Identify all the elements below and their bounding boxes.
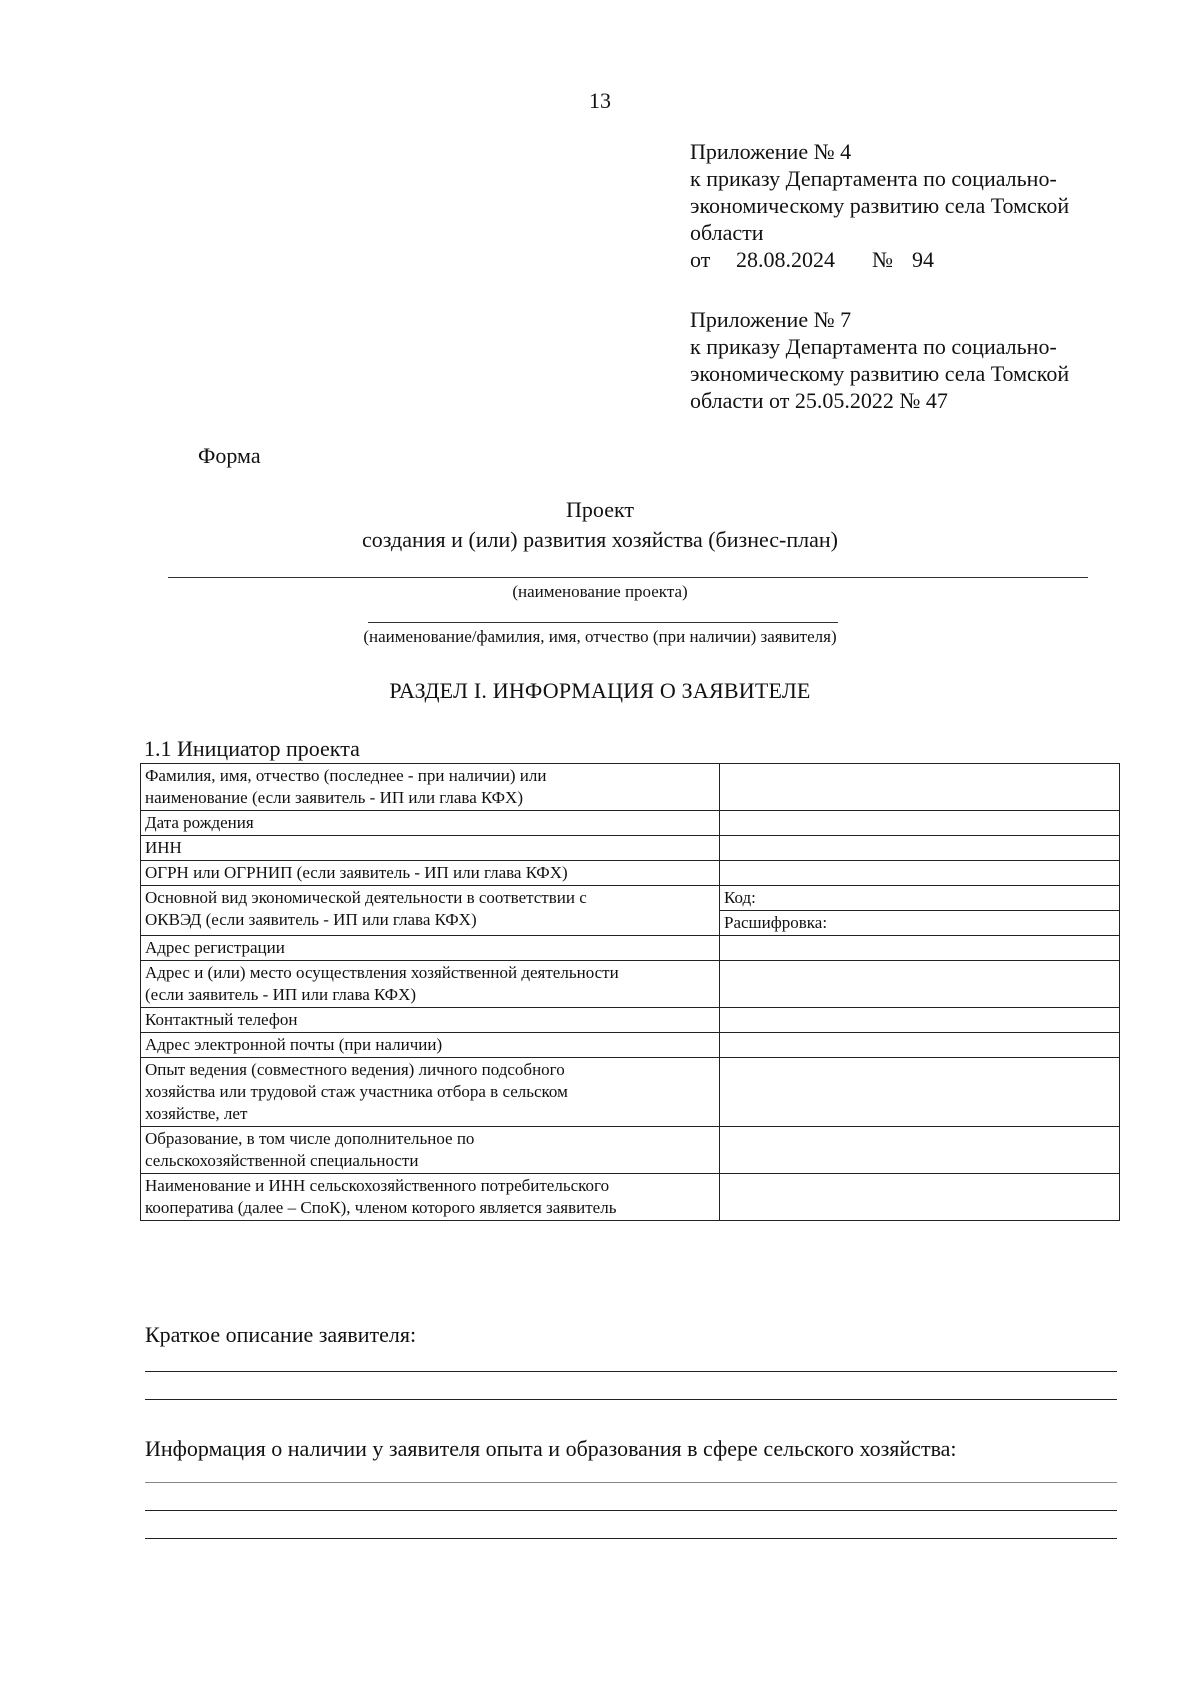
table-row [141,836,1120,861]
table-cell-label [141,1008,720,1033]
table-row [141,1058,1120,1127]
page-number: 13 [589,88,611,113]
table-cell-label [141,836,720,861]
project-name-line [168,577,1088,578]
experience-label: Информация о наличии у заявителя опыта и образования в сфере сельского хозяйства: [145,1436,957,1461]
appendix-4-line1: к приказу Департамента по социально- [690,166,1057,191]
order-date: 28.08.2024 [736,247,835,272]
experience-line-3[interactable] [145,1538,1117,1539]
applicant-name-caption: (наименование/фамилия, имя, отчество (при наличии) заявителя) [363,627,837,646]
cell-text: Образование, в том числе дополнительное по [145,1129,475,1148]
cell-text: Адрес регистрации [145,938,285,957]
brief-description-line-2[interactable] [145,1399,1117,1400]
cell-text: ИНН [145,838,182,857]
table-cell-value[interactable] [720,1058,1120,1127]
table-cell-label [141,1174,720,1221]
cell-text: ОГРН или ОГРНИП (если заявитель - ИП или глава КФХ) [145,863,568,882]
table-cell-value[interactable] [720,764,1120,811]
table-row [141,961,1120,1008]
okved-code-cell[interactable] [720,886,1120,911]
order-number: 94 [912,247,934,272]
cell-text: Адрес электронной почты (при наличии) [145,1035,443,1054]
project-name-caption: (наименование проекта) [512,582,688,601]
appendix-7-block [690,306,1130,414]
title-line1: Проект [566,497,634,522]
table-row [141,1033,1120,1058]
cell-text: наименование (если заявитель - ИП или глава КФХ) [145,788,523,807]
table-cell-value[interactable] [720,836,1120,861]
cell-text: ОКВЭД (если заявитель - ИП или глава КФХ) [145,910,477,929]
section-heading: РАЗДЕЛ I. ИНФОРМАЦИЯ О ЗАЯВИТЕЛЕ [389,678,811,703]
table-row [141,936,1120,961]
table-cell-label [141,936,720,961]
appendix-7-title: Приложение № 7 [690,307,852,332]
table-cell-label [141,764,720,811]
brief-description-label: Краткое описание заявителя: [145,1322,417,1347]
order-from-label: от [690,247,711,272]
table-row [141,861,1120,886]
appendix-4-title: Приложение № 4 [690,139,852,164]
order-number-label: № [872,247,893,272]
cell-text: Контактный телефон [145,1010,298,1029]
cell-text: хозяйства или трудовой стаж участника отбора в сельском [145,1082,568,1101]
table-cell-value[interactable] [720,1033,1120,1058]
table-row [141,764,1120,811]
table-cell-label [141,811,720,836]
appendix-7-line2: экономическому развитию села Томской [690,361,1070,386]
brief-description-line-1[interactable] [145,1371,1117,1372]
appendix-7-line3: области от 25.05.2022 № 47 [690,388,948,413]
cell-text: Адрес и (или) место осуществления хозяйственной деятельности [145,963,619,982]
title-line2: создания и (или) развития хозяйства (бизнес-план) [361,527,839,552]
experience-line-2[interactable] [145,1510,1117,1511]
table-row [141,811,1120,836]
appendix-4-line2: экономическому развитию села Томской [690,193,1070,218]
applicant-info-table [140,763,1120,1221]
cell-text: Основной вид экономической деятельности в соответствии с [145,888,587,907]
cell-text: Опыт ведения (совместного ведения) личного подсобного [145,1060,565,1079]
table-cell-value[interactable] [720,811,1120,836]
cell-text: Фамилия, имя, отчество (последнее - при наличии) или [145,766,547,785]
table-cell-value[interactable] [720,1127,1120,1174]
appendix-7-line1: к приказу Департамента по социально- [690,334,1057,359]
okved-decoding-label: Расшифровка: [724,913,828,932]
applicant-name-line [368,622,838,623]
document-title [0,495,1200,555]
experience-line-1[interactable] [145,1482,1117,1483]
cell-text: сельскохозяйственной специальности [145,1151,419,1170]
table-row [141,1174,1120,1221]
okved-code-label: Код: [724,888,756,907]
table-cell-label [141,861,720,886]
cell-text: кооператива (далее – СпоК), членом которого является заявитель [145,1198,617,1217]
table-cell-value[interactable] [720,861,1120,886]
table-row [141,1008,1120,1033]
table-cell-label [141,1058,720,1127]
table-cell-label [141,886,720,936]
table-cell-value[interactable] [720,936,1120,961]
cell-text: (если заявитель - ИП или глава КФХ) [145,985,417,1004]
appendix-4-line3: области [690,220,764,245]
table-cell-value[interactable] [720,961,1120,1008]
cell-text: Дата рождения [145,813,254,832]
okved-decoding-cell[interactable] [720,911,1120,936]
appendix-4-order-line [690,246,1130,273]
table-row [141,1127,1120,1174]
table-cell-label [141,1033,720,1058]
appendix-4-block [690,138,1130,273]
table-cell-label [141,961,720,1008]
subsection-title: 1.1 Инициатор проекта [144,736,360,761]
form-label: Форма [198,443,261,468]
table-cell-value[interactable] [720,1008,1120,1033]
cell-text: хозяйстве, лет [145,1104,248,1123]
table-row [141,886,1120,911]
table-cell-label [141,1127,720,1174]
cell-text: Наименование и ИНН сельскохозяйственного потребительского [145,1176,610,1195]
table-cell-value[interactable] [720,1174,1120,1221]
